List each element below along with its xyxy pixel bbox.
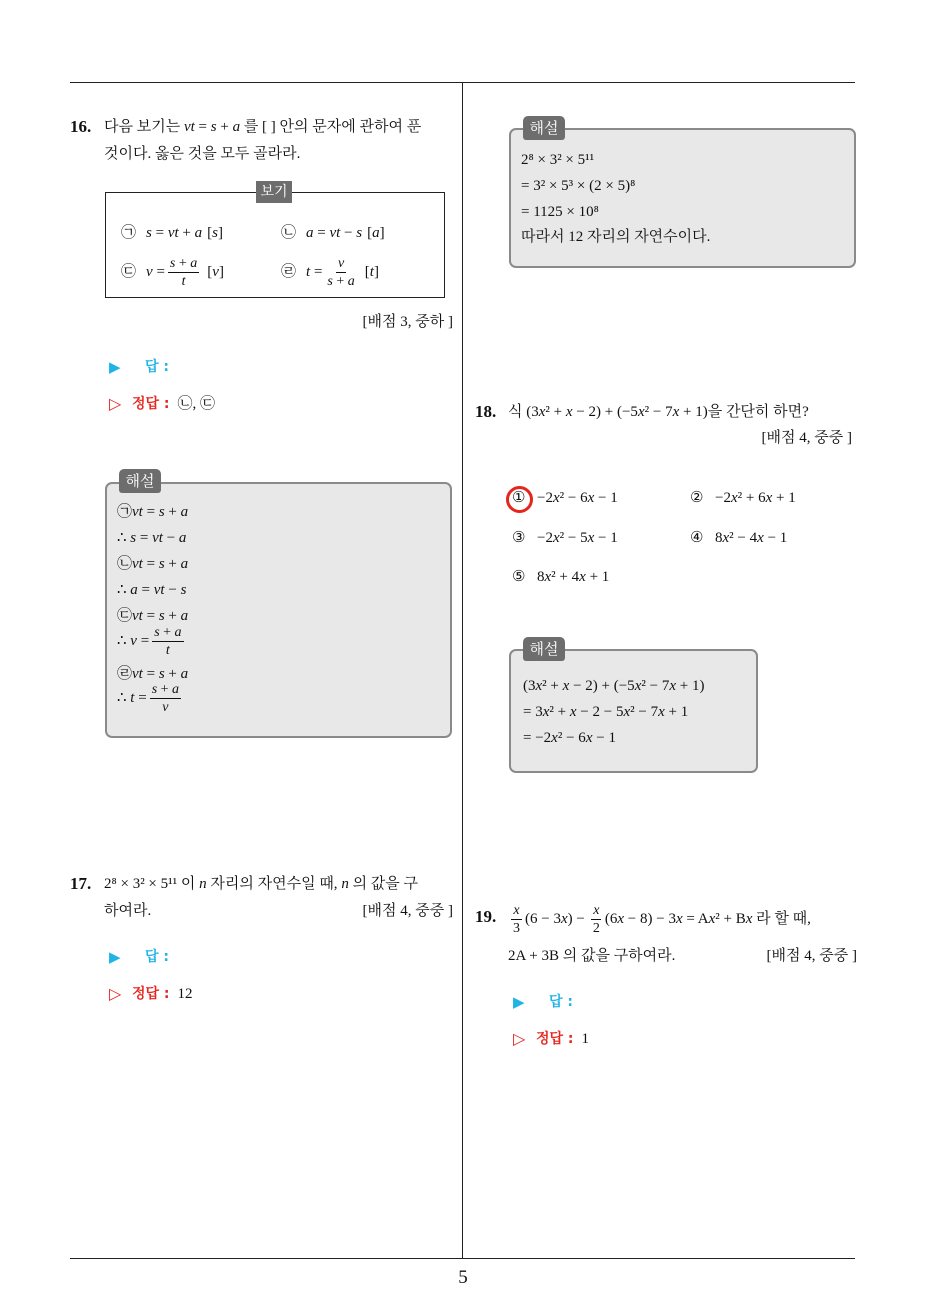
item-marker: ㉢ [121,264,137,280]
math-variable: x [552,490,560,506]
column-divider [462,82,463,1258]
math-variable: a [180,608,189,624]
item-variable: [a] [367,225,385,241]
expression-part: (6x − 8) − 3x = Ax² + Bx 라 할 때, [604,911,811,927]
math-variable: x [757,530,764,546]
explanation-line: (3x² + x − 2) + (−5x² − 7x + 1) [523,678,705,694]
math-variable: s [158,666,165,682]
correct-answer-value: 12 [177,986,193,1002]
explanation-line: ㉢vt = s + a [117,608,189,624]
math-variable: s [210,119,217,135]
answer-row [109,356,169,378]
math-variable: s [158,556,165,572]
math-variable: vt [167,225,179,241]
math-variable: x [623,704,631,720]
fraction [168,256,199,289]
explanation-label: 해설 [119,469,161,493]
math-variable: a [347,273,355,289]
fraction-lhs: t = [306,264,323,280]
explanation-line [117,680,184,716]
correct-answer-value: 1 [581,1031,590,1047]
fraction-lhs: ∴ v = [117,633,150,649]
numerator: s + a [154,624,182,640]
math-variable: s [130,530,137,546]
math-variable: a [180,504,189,520]
option-marker: ④ [690,530,704,546]
math-variable: s [158,504,165,520]
denominator [164,642,172,658]
option-text: 8x² − 4x − 1 [715,530,788,546]
item-marker: ㉣ [281,264,297,280]
math-variable: s [356,225,363,241]
denominator: s + a [327,273,355,289]
option-marker: ③ [512,530,526,546]
explanation-line: ∴ s = vt − a [117,530,187,546]
item-marker: ㉠ [121,225,137,241]
question-number: 16. [70,117,92,136]
math-variable: s [154,624,160,640]
option-4 [690,527,787,549]
correct-answer-row [109,983,193,1005]
score-label: [배점 3, 중하 ] [362,314,453,330]
fraction-lhs: v = [146,264,165,280]
math-variable: v [162,699,169,715]
math-variable: a [130,582,138,598]
math-variable: t [181,273,186,289]
bogi-item [121,222,223,244]
item-variable: [s] [207,225,223,241]
math-variable: n [199,876,207,892]
math-variable: x [538,404,546,420]
math-variable: x [617,911,625,927]
math-variable: vt [132,504,143,520]
math-variable: x [585,730,593,746]
filled-triangle-icon: ▶ [109,358,121,376]
denominator: 2 [592,920,600,936]
question-text-line: 2⁸ × 3² × 5¹¹ 이 n 자리의 자연수일 때, n 의 값을 구 [104,876,419,892]
question-text-line: 것이다. 옳은 것을 모두 골라라. [104,146,301,162]
option-5 [512,566,609,588]
math-variable: a [174,624,182,640]
math-variable: v [337,255,345,271]
math-variable: x [634,678,642,694]
math-variable: x [745,911,753,927]
explanation-line [117,623,187,659]
math-variable: s [327,273,333,289]
item-variable: [t] [364,264,379,280]
bogi-item [281,254,379,290]
math-variable: x [587,530,595,546]
explanation-line: ㉠vt = s + a [117,504,189,520]
outline-triangle-icon: ▷ [109,394,122,413]
math-variable: vt [132,556,143,572]
answer-row [513,991,573,1013]
denominator [180,273,188,289]
item-marker: ㉡ [281,225,297,241]
option-text: 8x² + 4x + 1 [537,569,610,585]
math-variable: x [562,678,570,694]
item-expression: a = vt − s [306,225,363,241]
math-variable: a [306,225,314,241]
explanation-line: 2⁸ × 3² × 5¹¹ [521,152,595,168]
math-variable: s [146,225,152,241]
math-variable: v [212,264,219,280]
bogi-item [121,254,224,290]
option-text: −2x² − 5x − 1 [537,530,618,546]
question-text-line: 하여라. [104,903,152,919]
math-variable: x [587,490,595,506]
answer-label: 답 : [145,949,169,965]
numerator [336,256,346,273]
correct-answer-label: 정답 : [132,986,170,1002]
outline-triangle-icon: ▷ [109,984,122,1003]
math-variable: s [212,225,218,241]
math-variable: a [178,530,187,546]
math-variable: x [560,911,568,927]
math-variable: vt [153,582,165,598]
math-variable: vt [132,666,143,682]
explanation-line: ㉣vt = s + a [117,666,189,682]
score-label: [배점 4, 중중 ] [362,903,453,919]
math-variable: a [180,556,189,572]
numerator: s + a [151,681,180,697]
math-variable: s [151,681,158,697]
numerator [511,903,521,920]
correct-answer-label: 정답 : [536,1031,574,1047]
math-variable: a [194,225,203,241]
denominator [160,699,170,715]
option-2 [690,487,796,509]
math-variable: x [593,902,600,918]
denominator: 3 [513,920,520,936]
fraction-lhs: ∴ t = [117,690,147,706]
math-variable: t [369,264,374,280]
math-variable: a [372,225,380,241]
option-marker: ① [512,487,527,509]
bogi-item [281,222,385,244]
item-expression: s = vt + a [146,225,203,241]
expression-part: (6 − 3x) − [525,911,585,927]
answer-row [109,946,169,968]
math-variable: x [569,704,577,720]
explanation-label: 해설 [523,637,565,661]
fraction [150,682,181,715]
question-text-line: 2A + 3B 의 값을 구하여라. [508,948,676,964]
explanation-label: 해설 [523,116,565,140]
math-variable: x [565,404,573,420]
math-variable: a [172,681,180,697]
question-text-line: 다음 보기는 vt = s + a 를 [ ] 안의 문자에 관하여 푼 [104,119,422,135]
explanation-line: ㉡vt = s + a [117,556,189,572]
math-variable: x [544,569,552,585]
math-variable: x [637,404,645,420]
explanation-line: = 3² × 5³ × (2 × 5)⁸ [521,178,636,194]
answer-mark-circle [506,486,533,513]
math-variable: x [675,911,683,927]
math-variable: s [169,255,176,271]
answer-label: 답 : [549,994,573,1010]
correct-answer-value: ㉡, ㉢ [177,396,216,412]
math-variable: x [551,730,558,746]
math-variable: v [130,633,137,649]
filled-triangle-icon: ▶ [513,993,525,1011]
math-variable: a [180,666,189,682]
answer-label: 답 : [145,359,169,375]
fraction [591,903,602,936]
question-text-line: 식 (3x² + x − 2) + (−5x² − 7x + 1)을 간단히 하면? [508,404,809,420]
option-marker: ② [690,490,704,506]
math-variable: x [722,530,730,546]
outline-triangle-icon: ▷ [513,1029,526,1048]
math-variable: s [158,608,165,624]
math-variable: x [708,911,716,927]
score-label: [배점 4, 중중 ] [766,948,857,964]
option-1 [512,487,618,509]
math-variable: x [765,490,773,506]
page-number: 5 [458,1267,468,1288]
math-variable: x [552,530,560,546]
math-variable: x [658,704,665,720]
fraction [511,903,522,936]
math-variable: vt [183,119,195,135]
correct-answer-row [109,393,215,415]
option-text: −2x² − 6x − 1 [537,490,618,506]
math-variable: x [542,704,550,720]
fraction [325,256,356,289]
explanation-line: = 1125 × 10⁸ [521,204,599,220]
explanation-line: = 3x² + x − 2 − 5x² − 7x + 1 [523,704,689,720]
explanation-line: = −2x² − 6x − 1 [523,730,616,746]
math-variable: a [232,119,241,135]
math-variable: x [535,678,543,694]
math-variable: x [513,902,520,918]
bottom-rule [70,1258,855,1259]
math-variable: vt [132,608,143,624]
filled-triangle-icon: ▶ [109,948,121,966]
math-variable: a [190,255,198,271]
explanation-line: ∴ a = vt − s [117,582,187,598]
bogi-label: 보기 [256,181,292,203]
math-variable: t [165,642,170,658]
math-variable: vt [329,225,341,241]
math-variable: x [579,569,586,585]
math-variable: v [146,264,153,280]
correct-answer-label: 정답 : [132,396,170,412]
math-variable: t [306,264,311,280]
option-text: −2x² + 6x + 1 [715,490,796,506]
numerator [591,903,601,920]
numerator: s + a [169,255,198,271]
math-variable: s [180,582,187,598]
math-variable: vt [152,530,163,546]
math-variable: x [669,678,676,694]
item-variable: [v] [207,264,224,280]
option-marker: ⑤ [512,569,526,585]
score-label: [배점 4, 중중 ] [761,430,852,446]
fraction [152,625,183,658]
question-number: 19. [475,907,497,926]
question-number: 18. [475,402,497,421]
math-variable: t [130,690,135,706]
math-variable: n [341,876,349,892]
math-variable: x [672,404,680,420]
question-text-line [508,901,811,937]
correct-answer-row [513,1028,589,1050]
option-3 [512,527,618,549]
math-variable: x [730,490,738,506]
explanation-line: 따라서 12 자리의 자연수이다. [521,229,711,245]
question-number: 17. [70,874,92,893]
